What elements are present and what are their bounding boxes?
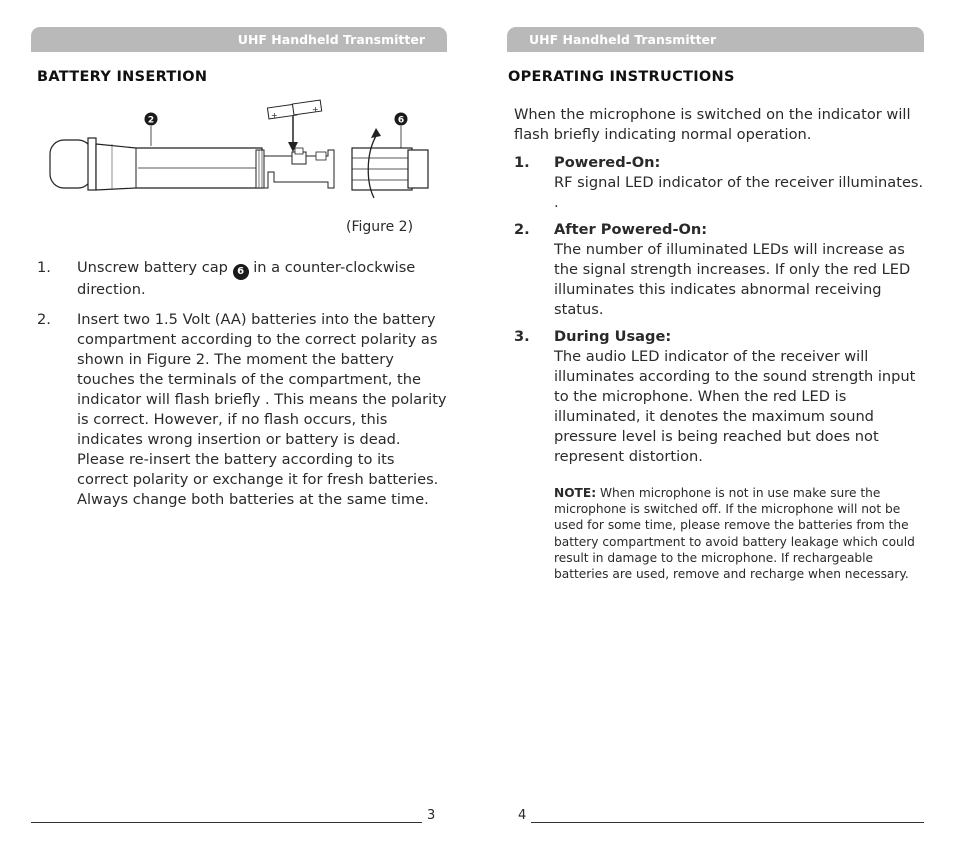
step-title: During Usage: (554, 328, 672, 345)
battery-insertion-figure (40, 92, 440, 202)
section-title: BATTERY INSERTION (37, 69, 208, 85)
step-number: 1. (514, 154, 530, 171)
operating-steps-list (514, 153, 924, 474)
note-text: When microphone is not in use make sure the microphone is switched off. If the microphone will not be used for some time, please remove the batteries from the battery compartment to avoid battery leakage which could result in damage to the microphone. If rechargeable batteries are used, remove and recharge when necessary. (554, 486, 915, 582)
battery-cap-badge: 6 (233, 264, 249, 280)
step-number: 2. (514, 221, 530, 238)
aa-batteries (267, 100, 321, 120)
step-number: 3. (514, 328, 530, 345)
header-bar: UHF Handheld Transmitter (31, 27, 447, 52)
header-bar: UHF Handheld Transmitter (507, 27, 924, 52)
svg-text:+: + (271, 111, 278, 120)
page-number: 3 (427, 808, 436, 823)
footer-rule (31, 822, 422, 823)
note-label: NOTE: (554, 486, 597, 500)
step-text: The audio LED indicator of the receiver will illuminates according to the sound strength input to the microphone. When the red LED is illuminated, it denotes the maximum sound pressure level is being reached but does not represent distortion. (554, 348, 916, 465)
step-title: Powered-On: (554, 154, 661, 171)
step-text: RF signal LED indicator of the receiver illuminates. . (554, 174, 924, 211)
intro-paragraph: When the microphone is switched on the indicator will flash briefly indicating normal operation. (514, 106, 911, 143)
step-text-before: Unscrew battery cap (77, 259, 228, 276)
battery-cap (352, 148, 428, 190)
section-title: OPERATING INSTRUCTIONS (508, 69, 735, 85)
list-item (514, 220, 924, 320)
list-item (37, 310, 447, 510)
list-item (37, 258, 447, 300)
svg-text:+: + (312, 105, 319, 114)
callout-label-2: 2 (147, 115, 155, 126)
microphone-ring (88, 138, 96, 190)
step-number: 2. (37, 311, 51, 328)
step-text: Insert two 1.5 Volt (AA) batteries into the battery compartment according to the correct polarity as shown in Figure 2. The moment the battery touches the terminals of the compartment, the indicator will flash briefly . This means the polarity is correct. However, if no flash occurs, this indicates wrong insertion or battery is dead. Please re-insert the battery according to its correct polarity or exchange it for fresh batteries. Always change both batteries at the same time. (77, 311, 447, 508)
battery-steps-list (37, 258, 447, 520)
microphone-head (50, 140, 92, 188)
rotate-arrow-icon (371, 128, 381, 138)
page-number: 4 (518, 808, 527, 823)
microphone-body (96, 144, 262, 190)
step-title: After Powered-On: (554, 221, 708, 238)
step-number: 1. (37, 259, 51, 276)
right-page (477, 0, 954, 849)
note-paragraph (554, 485, 916, 582)
callout-label-6: 6 (397, 115, 405, 126)
figure-caption: (Figure 2) (346, 219, 414, 235)
list-item (514, 153, 924, 213)
step-text: The number of illuminated LEDs will increase as the signal strength increases. If only the red LED illuminates this indicates abnormal receiving status. (554, 241, 911, 318)
list-item (514, 327, 924, 467)
step-text-after: in a counter-clockwise direction. (77, 259, 416, 298)
footer-rule (531, 822, 924, 823)
